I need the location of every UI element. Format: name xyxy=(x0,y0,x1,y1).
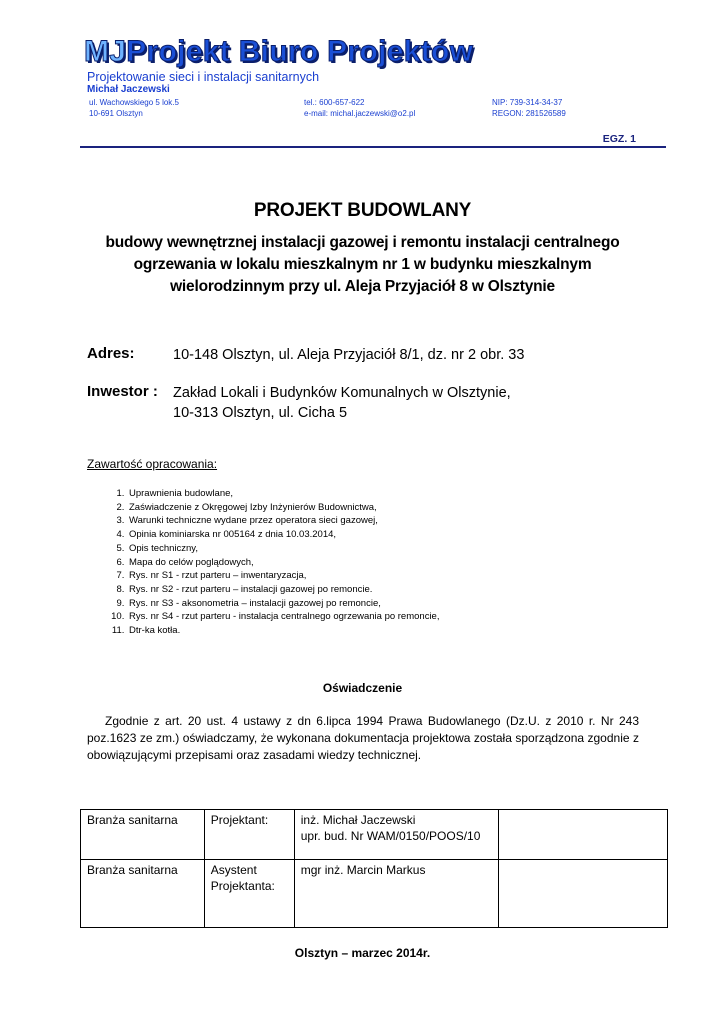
list-item: 3. Warunki techniczne wydane przez operatora sieci gazowej, xyxy=(127,514,439,528)
company-subtitle: Projektowanie sieci i instalacji sanitarnych xyxy=(87,70,320,84)
signature-table xyxy=(80,809,668,928)
company-logo xyxy=(84,36,473,68)
company-owner: Michał Jaczewski xyxy=(87,84,170,95)
role-cell: Projektant: xyxy=(204,810,294,860)
investor-label: Inwestor : xyxy=(87,383,158,400)
branch-cell: Branża sanitarna xyxy=(81,810,205,860)
role-cell xyxy=(204,860,294,928)
list-item: 8. Rys. nr S2 - rzut parteru – instalacji gazowej po remoncie. xyxy=(127,583,439,597)
declaration-title: Oświadczenie xyxy=(322,681,403,695)
header-divider xyxy=(80,146,666,148)
role-line-2: Projektanta: xyxy=(210,879,275,893)
list-item: 2. Zaświadczenie z Okręgowej Izby Inżynierów Budownictwa, xyxy=(127,501,439,515)
list-item: 1. Uprawnienia budowlane, xyxy=(127,487,439,501)
document-title: PROJEKT BUDOWLANY xyxy=(253,200,472,221)
table-row xyxy=(81,860,668,928)
table-row xyxy=(81,810,668,860)
company-city: 10-691 Olsztyn xyxy=(89,109,143,118)
copy-number: EGZ. 1 xyxy=(602,133,636,145)
company-street: ul. Wachowskiego 5 lok.5 xyxy=(89,98,179,107)
investor-line-1: Zakład Lokali i Budynków Komunalnych w Olsztynie, xyxy=(173,385,511,401)
name-cell: mgr inż. Marcin Markus xyxy=(294,860,499,928)
logo-initials: MJ xyxy=(84,35,127,68)
logo-name: Projekt Biuro Projektów xyxy=(126,35,474,68)
signature-cell xyxy=(499,860,668,928)
list-item: 10. Rys. nr S4 - rzut parteru - instalacja centralnego ogrzewania po remoncie, xyxy=(127,610,439,624)
declaration-text: Zgodnie z art. 20 ust. 4 ustawy z dn 6.lipca 1994 Prawa Budowlanego (Dz.U. z 2010 r. Nr 243 poz.1623 ze zm.) oświadczamy, że wykonana dokumentacja projektowa została sporządzona zgodnie z obowiązującymi przepisami oraz zasadami wiedzy technicznej. xyxy=(87,714,639,762)
list-item: 4. Opinia kominiarska nr 005164 z dnia 10.03.2014, xyxy=(127,528,439,542)
list-item: 5. Opis techniczny, xyxy=(127,542,439,556)
document-subject: budowy wewnętrznej instalacji gazowej i remontu instalacji centralnego ogrzewania w lokalu mieszkalnym nr 1 w budynku mieszkalnym wielorodzinnym przy ul. Aleja Przyjaciół 8 w Olsztynie xyxy=(105,234,620,295)
designer-name: inż. Michał Jaczewski xyxy=(300,813,416,827)
contents-heading: Zawartość opracowania: xyxy=(87,457,218,471)
list-item: 9. Rys. nr S3 - aksonometria – instalacji gazowej po remoncie, xyxy=(127,597,439,611)
role-line-1: Asystent xyxy=(210,863,257,877)
branch-cell: Branża sanitarna xyxy=(81,860,205,928)
place-date: Olsztyn – marzec 2014r. xyxy=(294,946,431,960)
list-item: 6. Mapa do celów poglądowych, xyxy=(127,556,439,570)
address-label: Adres: xyxy=(87,345,135,362)
list-item: 7. Rys. nr S1 - rzut parteru – inwentaryzacja, xyxy=(127,569,439,583)
designer-license: upr. bud. Nr WAM/0150/POOS/10 xyxy=(300,829,481,843)
address-value: 10-148 Olsztyn, ul. Aleja Przyjaciół 8/1, dz. nr 2 obr. 33 xyxy=(173,347,525,363)
investor-line-2: 10-313 Olsztyn, ul. Cicha 5 xyxy=(173,405,348,421)
name-cell xyxy=(294,810,499,860)
company-phone: tel.: 600-657-622 xyxy=(304,98,365,107)
company-regon: REGON: 281526589 xyxy=(492,109,566,118)
contents-list xyxy=(87,487,439,638)
company-nip: NIP: 739-314-34-37 xyxy=(492,98,563,107)
company-email: e-mail: michal.jaczewski@o2.pl xyxy=(304,109,416,118)
signature-cell xyxy=(499,810,668,860)
list-item: 11. Dtr-ka kotła. xyxy=(127,624,439,638)
